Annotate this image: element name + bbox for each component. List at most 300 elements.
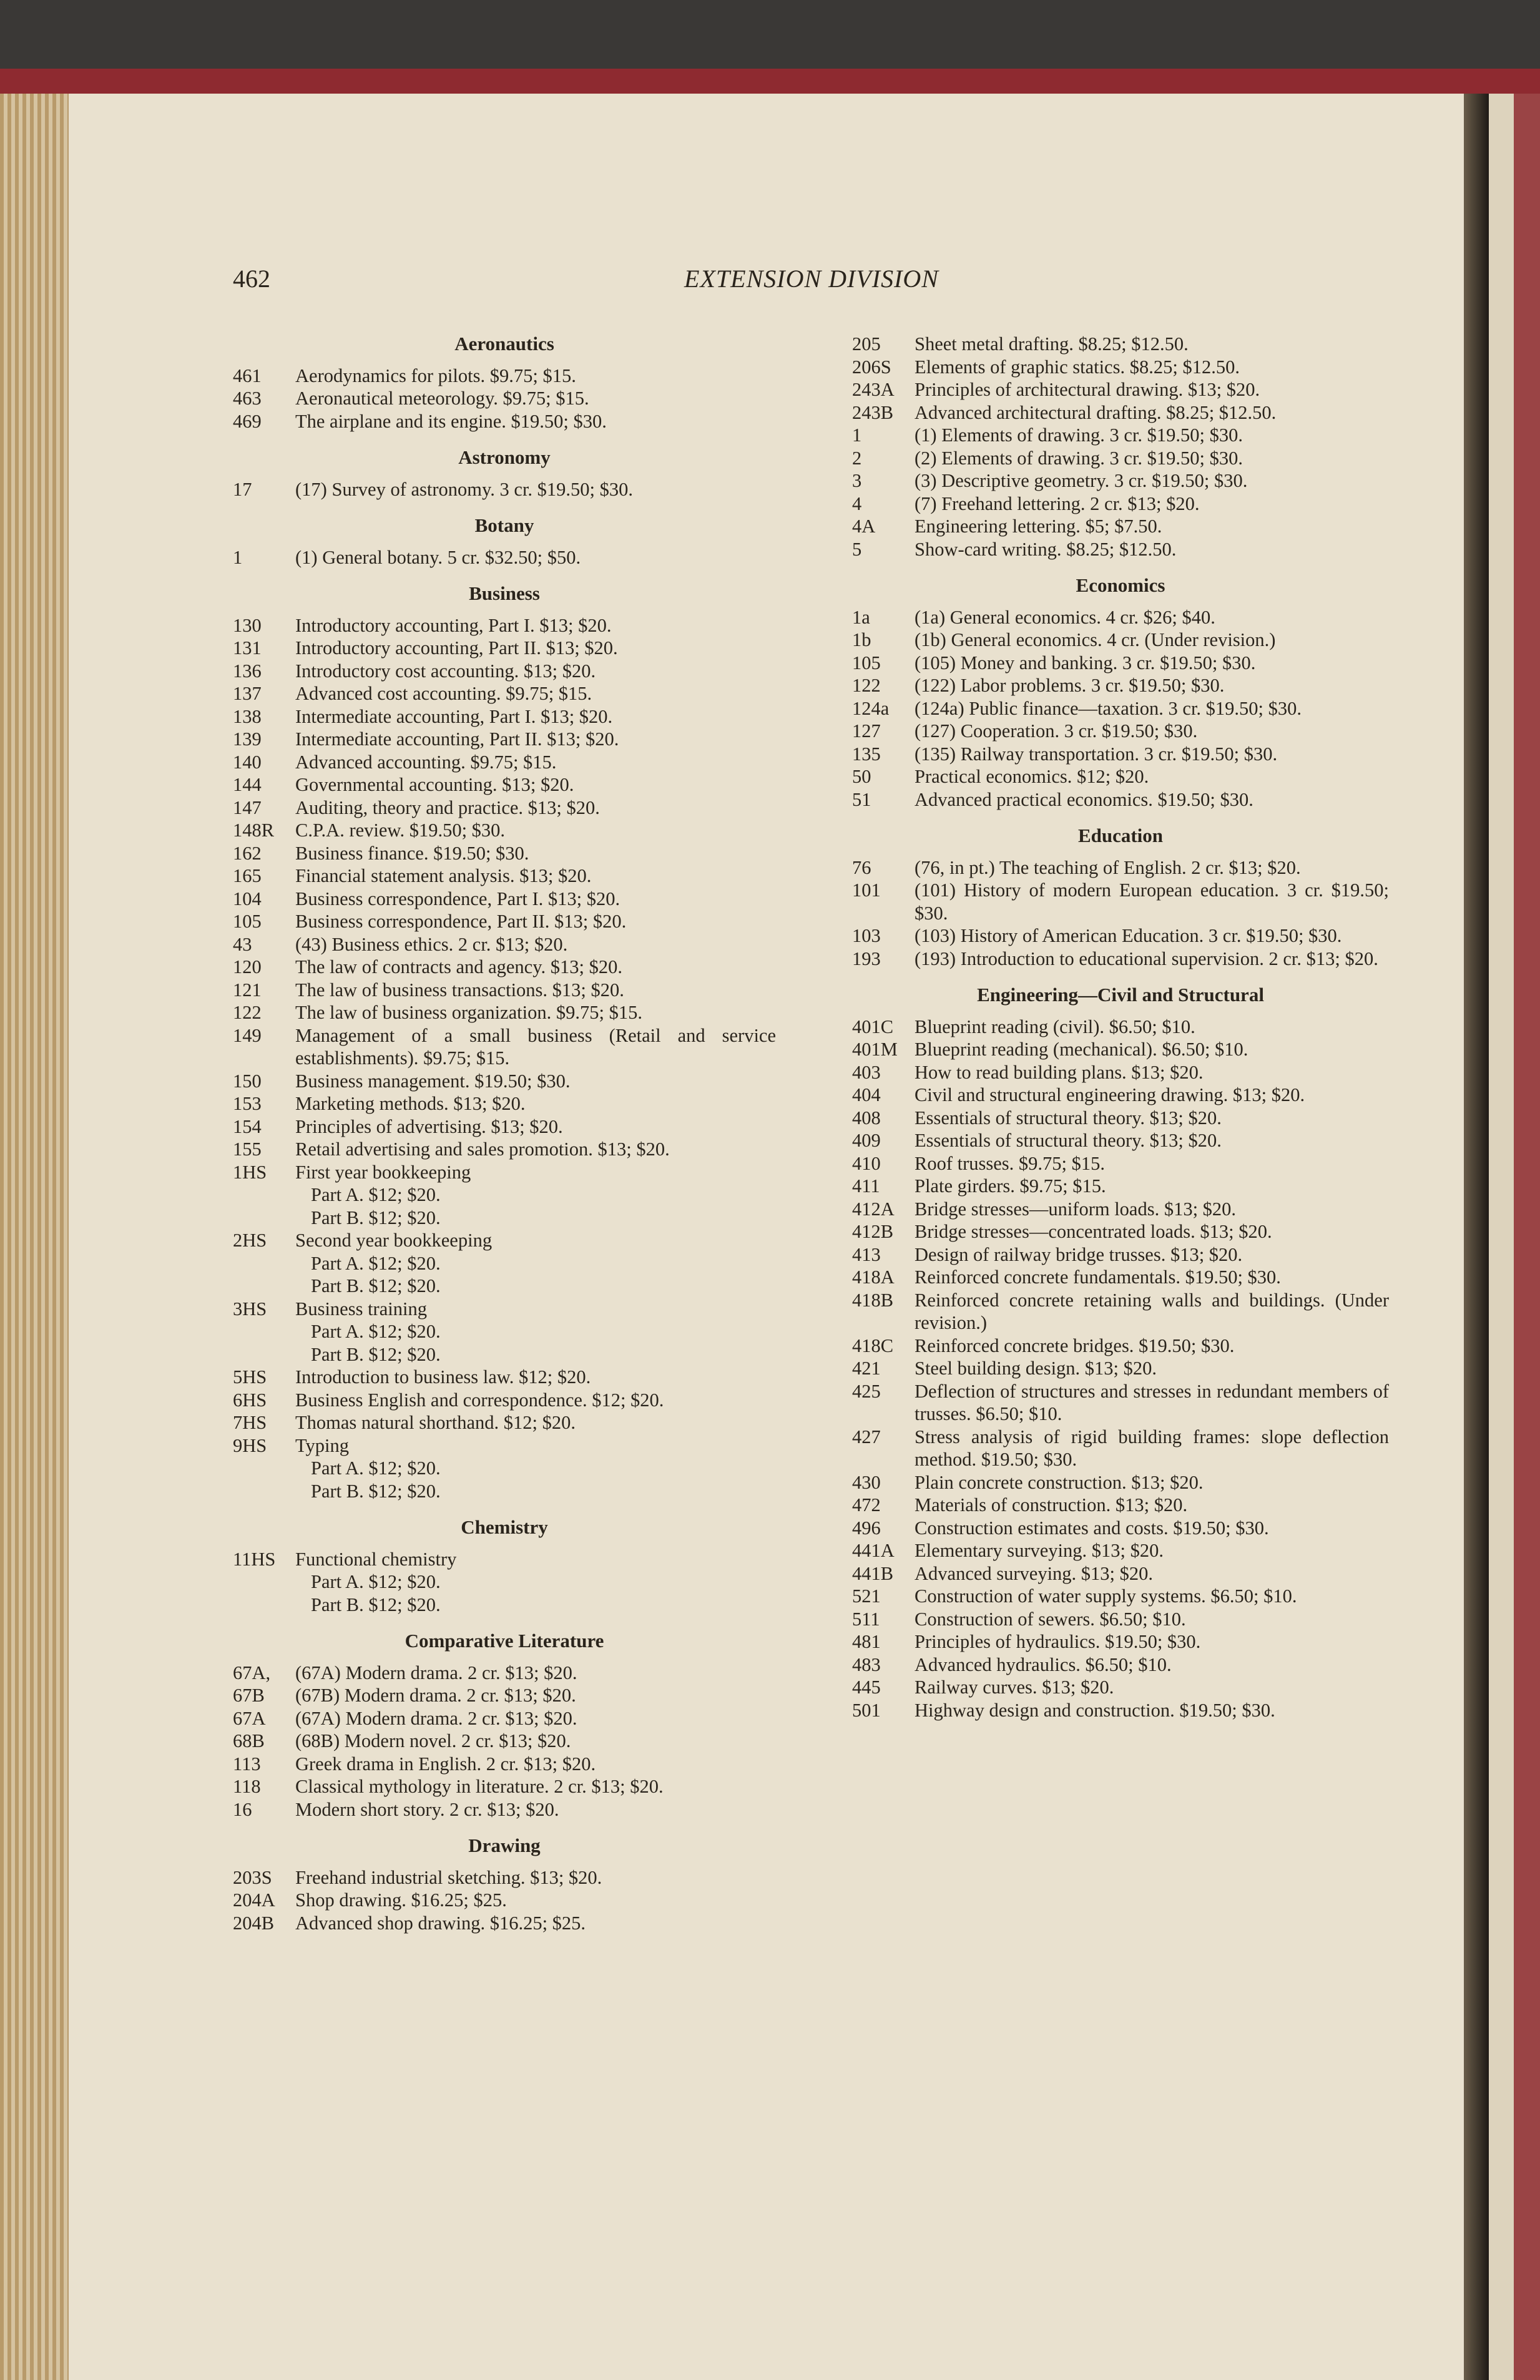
course-description: Construction of sewers. $6.50; $10. xyxy=(915,1608,1186,1630)
course-entry xyxy=(233,1389,776,1412)
course-description: C.P.A. review. $19.50; $30. xyxy=(295,820,506,841)
course-part: Part A. $12; $20. xyxy=(311,1321,441,1342)
course-entry xyxy=(233,1798,776,1821)
course-entry xyxy=(233,1070,776,1093)
course-entry xyxy=(852,333,1389,356)
course-entry xyxy=(233,410,776,433)
course-code: 2 xyxy=(852,447,862,469)
course-description: Modern short story. 2 cr. $13; $20. xyxy=(295,1798,559,1820)
course-description: Reinforced concrete retaining walls and buildings. (Under revision.) xyxy=(915,1289,1389,1333)
course-description: Materials of construction. $13; $20. xyxy=(915,1494,1188,1516)
course-code: 412A xyxy=(852,1198,895,1220)
course-entry xyxy=(233,478,776,501)
course-code: 441A xyxy=(852,1540,895,1561)
course-description: Governmental accounting. $13; $20. xyxy=(295,774,574,795)
course-code: 243B xyxy=(852,401,894,423)
course-description: (124a) Public finance—taxation. 3 cr. $19.50; $30. xyxy=(915,697,1302,719)
course-description: Business correspondence, Part II. $13; $20. xyxy=(295,911,627,932)
course-part: Part B. $12; $20. xyxy=(311,1343,441,1365)
course-description: Essentials of structural theory. $13; $20. xyxy=(915,1130,1222,1151)
course-description: (43) Business ethics. 2 cr. $13; $20. xyxy=(295,933,568,955)
course-description: Thomas natural shorthand. $12; $20. xyxy=(295,1412,576,1433)
course-entry xyxy=(852,356,1389,379)
course-entry xyxy=(233,1730,776,1753)
course-description: Construction estimates and costs. $19.50; $30. xyxy=(915,1517,1269,1539)
course-code: 120 xyxy=(233,956,262,977)
course-entry xyxy=(233,1298,776,1321)
course-entry xyxy=(233,1684,776,1707)
course-description: Reinforced concrete fundamentals. $19.50; $30. xyxy=(915,1266,1281,1288)
course-description: (68B) Modern novel. 2 cr. $13; $20. xyxy=(295,1730,571,1751)
course-entry xyxy=(852,1539,1389,1562)
course-description: Functional chemistry xyxy=(295,1548,457,1570)
course-code: 147 xyxy=(233,796,262,818)
course-entry xyxy=(852,1699,1389,1722)
course-code: 430 xyxy=(852,1471,881,1493)
course-description: The law of contracts and agency. $13; $20. xyxy=(295,956,622,977)
course-code: 135 xyxy=(852,743,881,765)
course-description: Advanced hydraulics. $6.50; $10. xyxy=(915,1653,1172,1675)
course-description: Business training xyxy=(295,1298,427,1320)
course-description: Business management. $19.50; $30. xyxy=(295,1070,571,1092)
course-description: (76, in pt.) The teaching of English. 2 cr. $13; $20. xyxy=(915,856,1301,878)
course-entry xyxy=(233,682,776,705)
course-entry xyxy=(852,1426,1389,1471)
course-code: 203S xyxy=(233,1866,272,1888)
course-entry xyxy=(233,933,776,956)
course-description: Show-card writing. $8.25; $12.50. xyxy=(915,538,1177,560)
course-part: Part A. $12; $20. xyxy=(311,1457,441,1479)
course-code: 6HS xyxy=(233,1389,267,1411)
course-entry xyxy=(852,1630,1389,1653)
running-head: EXTENSION DIVISION xyxy=(684,265,939,293)
course-description: (1) General botany. 5 cr. $32.50; $50. xyxy=(295,546,581,568)
course-code: 148R xyxy=(233,820,275,841)
course-code: 1a xyxy=(852,606,870,628)
course-code: 413 xyxy=(852,1243,881,1265)
section-heading: Chemistry xyxy=(461,1516,548,1538)
course-entry xyxy=(233,1548,776,1571)
course-code: 9HS xyxy=(233,1434,267,1456)
course-code: 165 xyxy=(233,865,262,886)
course-description: Advanced cost accounting. $9.75; $15. xyxy=(295,683,592,704)
course-code: 421 xyxy=(852,1358,881,1379)
course-entry xyxy=(852,492,1389,516)
course-entry xyxy=(233,1707,776,1730)
course-description: Blueprint reading (mechanical). $6.50; $10. xyxy=(915,1039,1248,1060)
course-entry xyxy=(852,1471,1389,1494)
course-code: 511 xyxy=(852,1608,880,1630)
course-entry xyxy=(852,1357,1389,1380)
course-code: 401C xyxy=(852,1016,894,1037)
course-code: 67A xyxy=(233,1707,266,1729)
course-entry xyxy=(852,1608,1389,1631)
course-entry xyxy=(233,979,776,1002)
course-description: (127) Cooperation. 3 cr. $19.50; $30. xyxy=(915,720,1198,742)
course-code: 496 xyxy=(852,1517,881,1539)
page-number: 462 xyxy=(233,265,270,293)
course-description: Introduction to business law. $12; $20. xyxy=(295,1366,591,1388)
course-code: 11HS xyxy=(233,1548,276,1570)
course-code: 1HS xyxy=(233,1161,267,1183)
course-code: 204A xyxy=(233,1889,275,1911)
course-code: 67B xyxy=(233,1685,265,1706)
course-part: Part A. $12; $20. xyxy=(311,1184,441,1205)
course-part: Part A. $12; $20. xyxy=(311,1571,441,1592)
course-code: 43 xyxy=(233,933,252,955)
course-entry xyxy=(852,1175,1389,1198)
course-code: 17 xyxy=(233,478,252,500)
course-entry xyxy=(233,1229,776,1252)
course-code: 3HS xyxy=(233,1298,267,1320)
course-code: 205 xyxy=(852,333,881,355)
course-code: 501 xyxy=(852,1699,881,1721)
course-code: 140 xyxy=(233,751,262,773)
course-description: (2) Elements of drawing. 3 cr. $19.50; $30. xyxy=(915,447,1243,469)
course-description: (67A) Modern drama. 2 cr. $13; $20. xyxy=(295,1662,577,1683)
section-heading: Education xyxy=(1077,825,1164,846)
course-code: 154 xyxy=(233,1115,262,1137)
course-entry xyxy=(852,538,1389,561)
course-code: 50 xyxy=(852,766,871,787)
course-entry xyxy=(852,879,1389,924)
course-part: Part B. $12; $20. xyxy=(311,1594,441,1615)
course-code: 3 xyxy=(852,470,862,491)
course-code: 105 xyxy=(852,652,881,673)
course-entry xyxy=(852,401,1389,424)
course-code: 76 xyxy=(852,856,871,878)
course-entry xyxy=(233,1889,776,1912)
course-entry xyxy=(233,660,776,683)
course-description: Steel building design. $13; $20. xyxy=(915,1358,1157,1379)
course-code: 155 xyxy=(233,1139,262,1160)
section-heading: Business xyxy=(469,582,540,604)
course-code: 4 xyxy=(852,492,862,514)
course-code: 139 xyxy=(233,728,262,750)
course-description: Construction of water supply systems. $6.50; $10. xyxy=(915,1585,1297,1607)
course-entry xyxy=(852,1152,1389,1175)
course-code: 103 xyxy=(852,925,881,946)
course-description: Plain concrete construction. $13; $20. xyxy=(915,1471,1204,1493)
course-entry xyxy=(233,1092,776,1115)
course-description: (7) Freehand lettering. 2 cr. $13; $20. xyxy=(915,492,1200,514)
course-description: Introductory accounting, Part II. $13; $20. xyxy=(295,637,618,659)
course-code: 427 xyxy=(852,1426,881,1447)
course-description: Introductory cost accounting. $13; $20. xyxy=(295,660,596,682)
course-description: Advanced shop drawing. $16.25; $25. xyxy=(295,1912,586,1934)
course-entry xyxy=(852,1038,1389,1061)
course-entry xyxy=(233,1411,776,1434)
course-code: 409 xyxy=(852,1130,881,1151)
course-description: The law of business organization. $9.75; $15. xyxy=(295,1002,642,1023)
course-code: 4A xyxy=(852,516,876,537)
course-entry xyxy=(852,1289,1389,1334)
course-code: 124a xyxy=(852,697,890,719)
course-part: Part B. $12; $20. xyxy=(311,1480,441,1502)
course-entry xyxy=(233,637,776,660)
course-code: 122 xyxy=(852,675,881,696)
course-description: Plate girders. $9.75; $15. xyxy=(915,1175,1106,1197)
course-entry xyxy=(233,1775,776,1798)
course-entry xyxy=(233,1115,776,1139)
course-code: 121 xyxy=(233,979,262,1001)
course-description: Aeronautical meteorology. $9.75; $15. xyxy=(295,388,589,409)
course-description: Typing xyxy=(295,1434,349,1456)
course-entry xyxy=(233,1138,776,1161)
course-entry xyxy=(233,819,776,842)
course-code: 5 xyxy=(852,538,862,560)
course-entry xyxy=(852,1676,1389,1699)
section-heading: Astronomy xyxy=(458,446,551,468)
course-description: (122) Labor problems. 3 cr. $19.50; $30. xyxy=(915,675,1225,696)
course-description: Bridge stresses—concentrated loads. $13; $20. xyxy=(915,1221,1272,1242)
course-entry xyxy=(852,1653,1389,1677)
course-description: (1b) General economics. 4 cr. (Under revision.) xyxy=(915,629,1276,650)
course-description: Auditing, theory and practice. $13; $20. xyxy=(295,796,600,818)
course-code: 193 xyxy=(852,948,881,969)
course-entry xyxy=(852,674,1389,697)
course-description: Practical economics. $12; $20. xyxy=(915,766,1149,787)
course-entry xyxy=(233,1662,776,1685)
course-code: 410 xyxy=(852,1152,881,1174)
course-entry xyxy=(852,1243,1389,1266)
course-description: Deflection of structures and stresses in redundant members of trusses. $6.50; $10. xyxy=(915,1380,1389,1424)
course-description: Shop drawing. $16.25; $25. xyxy=(295,1889,507,1911)
course-code: 206S xyxy=(852,356,891,378)
course-entry xyxy=(852,1129,1389,1152)
course-entry xyxy=(233,387,776,410)
course-description: Aerodynamics for pilots. $9.75; $15. xyxy=(295,365,576,386)
course-description: Intermediate accounting, Part I. $13; $20. xyxy=(295,705,613,727)
course-code: 521 xyxy=(852,1585,881,1607)
course-code: 463 xyxy=(233,388,262,409)
course-entry xyxy=(233,728,776,751)
course-entry xyxy=(852,1220,1389,1243)
course-code: 149 xyxy=(233,1024,262,1046)
course-description: The airplane and its engine. $19.50; $30. xyxy=(295,410,607,432)
course-description: Management of a small business (Retail and service establishments). $9.75; $15. xyxy=(295,1024,776,1069)
course-entry xyxy=(852,697,1389,720)
course-description: Elements of graphic statics. $8.25; $12.50. xyxy=(915,356,1240,378)
course-code: 68B xyxy=(233,1730,265,1751)
course-part: Part B. $12; $20. xyxy=(311,1207,441,1228)
course-code: 2HS xyxy=(233,1230,267,1251)
course-entry xyxy=(852,743,1389,766)
section-heading: Comparative Literature xyxy=(405,1630,604,1652)
course-code: 136 xyxy=(233,660,262,682)
course-code: 150 xyxy=(233,1070,262,1092)
course-code: 138 xyxy=(233,705,262,727)
course-entry xyxy=(233,705,776,728)
course-description: Railway curves. $13; $20. xyxy=(915,1677,1114,1698)
course-description: Advanced accounting. $9.75; $15. xyxy=(295,751,557,773)
course-code: 5HS xyxy=(233,1366,267,1388)
course-entry xyxy=(852,1061,1389,1084)
course-code: 144 xyxy=(233,774,262,795)
section-heading: Aeronautics xyxy=(454,333,554,355)
course-entry xyxy=(852,1016,1389,1039)
course-entry xyxy=(852,652,1389,675)
course-code: 122 xyxy=(233,1002,262,1023)
course-description: (103) History of American Education. 3 cr. $19.50; $30. xyxy=(915,925,1342,946)
course-description: Design of railway bridge trusses. $13; $20. xyxy=(915,1243,1243,1265)
course-entry xyxy=(233,842,776,865)
course-entry xyxy=(233,546,776,569)
course-entry xyxy=(233,1434,776,1457)
course-entry xyxy=(233,365,776,388)
course-description: First year bookkeeping xyxy=(295,1161,471,1183)
course-code: 404 xyxy=(852,1084,881,1105)
course-entry xyxy=(233,1866,776,1889)
course-entry xyxy=(852,1380,1389,1426)
course-entry xyxy=(852,924,1389,948)
course-description: Introductory accounting, Part I. $13; $20. xyxy=(295,614,612,636)
course-entry xyxy=(852,765,1389,788)
course-entry xyxy=(852,469,1389,492)
course-description: Business English and correspondence. $12; $20. xyxy=(295,1389,664,1411)
course-entry xyxy=(233,1753,776,1776)
course-entry xyxy=(233,888,776,911)
course-entry xyxy=(852,1084,1389,1107)
course-entry xyxy=(852,948,1389,971)
course-code: 425 xyxy=(852,1380,881,1402)
course-entry xyxy=(852,1334,1389,1358)
course-code: 483 xyxy=(852,1653,881,1675)
course-entry xyxy=(233,910,776,933)
section-heading: Economics xyxy=(1076,574,1165,596)
course-description: Principles of architectural drawing. $13; $20. xyxy=(915,379,1260,400)
course-description: Stress analysis of rigid building frames: slope deflection method. $19.50; $30. xyxy=(915,1426,1389,1470)
left-column xyxy=(233,333,776,1934)
course-entry xyxy=(233,773,776,796)
course-description: (1) Elements of drawing. 3 cr. $19.50; $30. xyxy=(915,424,1243,446)
course-description: Roof trusses. $9.75; $15. xyxy=(915,1152,1105,1174)
course-description: Greek drama in English. 2 cr. $13; $20. xyxy=(295,1753,596,1775)
course-code: 7HS xyxy=(233,1412,267,1433)
course-description: Blueprint reading (civil). $6.50; $10. xyxy=(915,1016,1195,1037)
course-entry xyxy=(233,796,776,820)
course-entry xyxy=(852,788,1389,811)
course-description: Sheet metal drafting. $8.25; $12.50. xyxy=(915,333,1189,355)
course-code: 445 xyxy=(852,1677,881,1698)
course-entry xyxy=(852,447,1389,470)
course-entry xyxy=(233,1001,776,1024)
course-description: Bridge stresses—uniform loads. $13; $20. xyxy=(915,1198,1237,1220)
course-entry xyxy=(233,1024,776,1070)
course-description: Reinforced concrete bridges. $19.50; $30. xyxy=(915,1334,1235,1356)
course-part: Part B. $12; $20. xyxy=(311,1275,441,1296)
course-description: Business correspondence, Part I. $13; $20. xyxy=(295,888,620,909)
course-description: Advanced architectural drafting. $8.25; $12.50. xyxy=(915,401,1277,423)
course-description: Advanced surveying. $13; $20. xyxy=(915,1562,1154,1584)
course-entry xyxy=(852,720,1389,743)
course-code: 101 xyxy=(852,879,881,901)
course-description: How to read building plans. $13; $20. xyxy=(915,1061,1204,1083)
course-entry xyxy=(233,614,776,637)
course-code: 472 xyxy=(852,1494,881,1516)
book-cover-red-right xyxy=(1514,94,1540,2380)
course-code: 67A, xyxy=(233,1662,271,1683)
course-description: (67A) Modern drama. 2 cr. $13; $20. xyxy=(295,1707,577,1729)
course-code: 441B xyxy=(852,1562,894,1584)
course-description: Second year bookkeeping xyxy=(295,1230,493,1251)
course-code: 1b xyxy=(852,629,871,650)
course-description: The law of business transactions. $13; $20. xyxy=(295,979,624,1001)
course-description: (105) Money and banking. 3 cr. $19.50; $30. xyxy=(915,652,1256,673)
course-description: Advanced practical economics. $19.50; $30. xyxy=(915,788,1253,810)
section-heading: Drawing xyxy=(468,1834,541,1856)
course-entry xyxy=(852,1266,1389,1289)
course-code: 105 xyxy=(233,911,262,932)
course-entry xyxy=(852,424,1389,447)
course-code: 118 xyxy=(233,1776,261,1797)
course-entry xyxy=(233,1912,776,1935)
course-code: 130 xyxy=(233,614,262,636)
course-entry xyxy=(233,956,776,979)
course-description: Essentials of structural theory. $13; $20. xyxy=(915,1107,1222,1129)
course-description: Highway design and construction. $19.50; $30. xyxy=(915,1699,1275,1721)
course-code: 412B xyxy=(852,1221,894,1242)
course-entry xyxy=(852,629,1389,652)
course-entry xyxy=(852,1494,1389,1517)
course-description: (17) Survey of astronomy. 3 cr. $19.50; $30. xyxy=(295,478,634,500)
course-description: Civil and structural engineering drawing. $13; $20. xyxy=(915,1084,1305,1105)
course-entry xyxy=(233,1366,776,1389)
course-description: Principles of hydraulics. $19.50; $30. xyxy=(915,1631,1201,1652)
course-description: Marketing methods. $13; $20. xyxy=(295,1093,526,1114)
course-description: (135) Railway transportation. 3 cr. $19.50; $30. xyxy=(915,743,1278,765)
course-entry xyxy=(852,378,1389,401)
book-gutter xyxy=(1464,94,1489,2380)
course-entry xyxy=(852,1562,1389,1585)
course-description: (193) Introduction to educational supervision. 2 cr. $13; $20. xyxy=(915,948,1378,969)
course-description: Business finance. $19.50; $30. xyxy=(295,842,529,864)
section-heading: Botany xyxy=(474,514,534,536)
course-description: (101) History of modern European education. 3 cr. $19.50; $30. xyxy=(915,879,1389,924)
course-code: 469 xyxy=(233,410,262,432)
course-code: 401M xyxy=(852,1039,898,1060)
course-description: Classical mythology in literature. 2 cr. $13; $20. xyxy=(295,1776,664,1797)
course-code: 1 xyxy=(233,546,243,568)
course-code: 481 xyxy=(852,1631,881,1652)
course-code: 461 xyxy=(233,365,262,386)
course-description: (67B) Modern drama. 2 cr. $13; $20. xyxy=(295,1685,576,1706)
course-code: 1 xyxy=(852,424,862,446)
course-description: Retail advertising and sales promotion. $13; $20. xyxy=(295,1139,670,1160)
course-description: Financial statement analysis. $13; $20. xyxy=(295,865,592,886)
course-description: Elementary surveying. $13; $20. xyxy=(915,1540,1164,1561)
course-entry xyxy=(852,1198,1389,1221)
course-description: Principles of advertising. $13; $20. xyxy=(295,1115,563,1137)
course-description: Engineering lettering. $5; $7.50. xyxy=(915,516,1162,537)
course-entry xyxy=(233,864,776,888)
course-entry xyxy=(852,1107,1389,1130)
course-code: 104 xyxy=(233,888,262,909)
course-code: 16 xyxy=(233,1798,252,1820)
course-code: 131 xyxy=(233,637,262,659)
course-description: (3) Descriptive geometry. 3 cr. $19.50; $30. xyxy=(915,470,1248,491)
course-code: 113 xyxy=(233,1753,261,1775)
course-entry xyxy=(233,751,776,774)
course-code: 153 xyxy=(233,1093,262,1114)
course-description: (1a) General economics. 4 cr. $26; $40. xyxy=(915,606,1215,628)
course-entry xyxy=(852,856,1389,879)
course-code: 51 xyxy=(852,788,871,810)
course-code: 204B xyxy=(233,1912,275,1934)
course-description: Freehand industrial sketching. $13; $20. xyxy=(295,1866,602,1888)
course-entry xyxy=(852,1517,1389,1540)
course-code: 418A xyxy=(852,1266,895,1288)
